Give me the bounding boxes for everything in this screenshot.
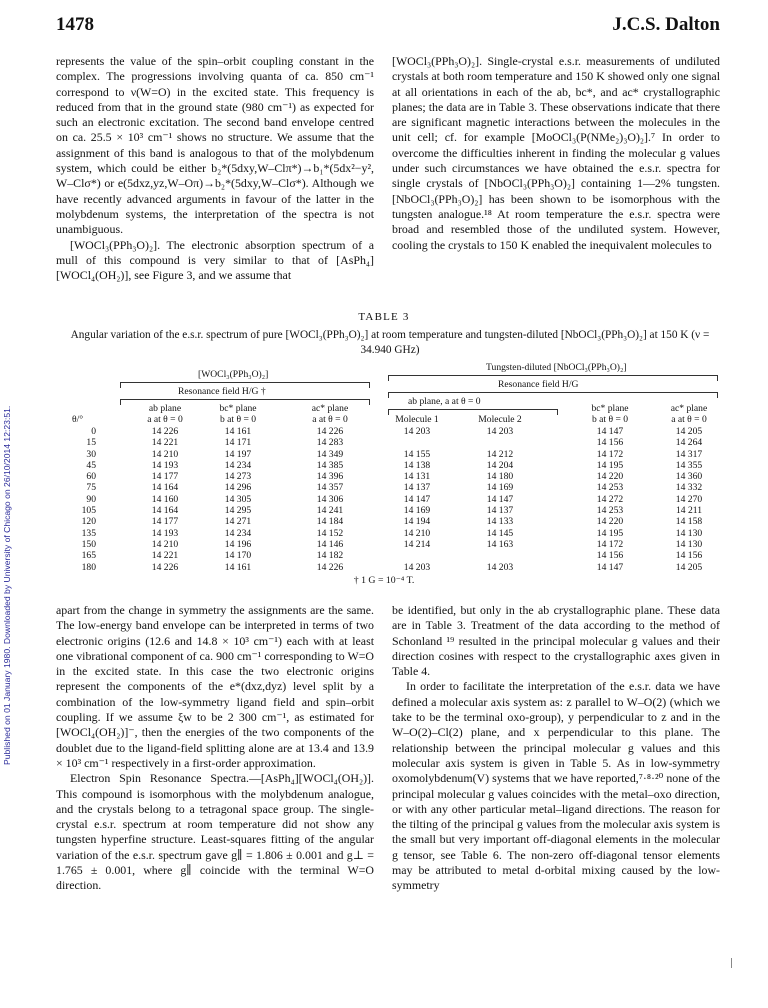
sidebar-download-note: Published on 01 January 1980. Downloaded by University of Chicago on 26/10/2014 12:23:51. xyxy=(2,405,12,765)
paragraph: be identified, but only in the ab crystallographic plane. These data are in Table 3. Treatment of the data according to the method of Schonland ¹⁹ resulted in the principal molecular g values and their direction cosines with respect to the crystallographic axes given in Table 4. xyxy=(392,603,720,679)
margin-mark xyxy=(731,958,732,968)
paragraph: represents the value of the spin–orbit coupling constant in the complex. The progressions involving quanta of ca. 850 cm⁻¹ correspond to ν(W=O) in the excited state. This frequency is reduced from that in the ground state (980 cm⁻¹) as expected for such an electronic excitation. The second band envelope centred on ca. 25.5 × 10³ cm⁻¹ shows no structure. We assume that the assignment of this band is analogous to that of the molybdenum system, which could be either b₂*(5dxy,W–Clπ*)→b₁*(5dx²−y², W–Clσ*) or e(5dxz,yz,W–Oπ)→b₂*(5dxy,W–Clσ*). Although we have recently advanced arguments in favour of the latter in the molybdenum systems, the interpretation of the spectra is not unambiguous. xyxy=(56,54,374,237)
ab-plane-header: ab plane, a at θ = 0 xyxy=(408,396,481,407)
column-header: ac* plane xyxy=(670,403,708,414)
table-column-values: 14 203 14 155 14 138 14 131 14 137 14 147 14 169 14 194 14 210 14 214 14 203 xyxy=(403,426,431,573)
table-footnote: † 1 G = 10⁻⁴ T. xyxy=(353,575,415,586)
paragraph: [WOCl₃(PPh₃O)₂]. The electronic absorption spectrum of a mull of this compound is very similar to that of [AsPh₄][WOCl₄(OH₂)], see Figure 3, and we assume that xyxy=(56,237,374,283)
column-subheader: b at θ = 0 xyxy=(591,414,629,425)
table-column-values: 14 147 14 156 14 172 14 195 14 220 14 253 14 272 14 253 14 220 14 195 14 172 14 156 14 147 xyxy=(596,426,624,573)
table-caption: Angular variation of the e.s.r. spectrum of pure [WOCl₃(PPh₃O)₂] at room temperature and tungsten-diluted [NbOCl₃(PPh₃O)₂] at 150 K (ν = 34.940 GHz) xyxy=(70,329,710,356)
column-subheader: a at θ = 0 xyxy=(147,414,183,425)
top-left-column xyxy=(56,54,374,283)
table-column-values: 14 203 14 212 14 204 14 180 14 169 14 147 14 137 14 133 14 145 14 163 14 203 xyxy=(486,426,514,573)
table-title: TABLE 3 xyxy=(358,311,410,323)
bottom-right-column xyxy=(392,603,720,894)
theta-header: θ/° xyxy=(72,414,84,425)
column-subheader: a at θ = 0 xyxy=(671,414,707,425)
page-number: 1478 xyxy=(56,14,94,35)
column-header: ab plane xyxy=(148,403,182,414)
column-header: ac* plane xyxy=(311,403,349,414)
paragraph: [WOCl₃(PPh₃O)₂]. Single-crystal e.s.r. measurements of undiluted crystals at both room temperature and 150 K showed only one signal at all orientations in each of the ab, bc*, and ac* crystallographic planes; the data are in Table 3. These observations indicate that there are significant magnetic interactions between the molecules in the unit cell; cf. for example [MoOCl₃(P(NMe₂)₃O)₂].⁷ In order to overcome the difficulties inherent in finding the molecular g values under such circumstances we have obtained the e.s.r. spectra for single crystals of [NbOCl₃(PPh₃O)₂] containing 1—2% tungsten. [NbOCl₃(PPh₃O)₂] has been shown to be isomorphous with the tungsten analogue.¹⁸ At room temperature the e.s.r. spectra were broad and resembled those of the undiluted system. However, cooling the crystals to 150 K enabled the inequivalent molecules to xyxy=(392,54,720,252)
paragraph: apart from the change in symmetry the assignments are the same. The low-energy band envelope can be interpreted in terms of two electronic origins (12.6 and 14.8 × 10³ cm⁻¹) each with at least one vibrational component of ca. 900 cm⁻¹ corresponding to W=O in the excited state. In this case the two electronic origins represent the components of the e*(dxz,dyz) level split by a combination of the low-symmetry ligand field and spin–orbit coupling. If we assume ξw to be 2 300 cm⁻¹, as estimated for [WOCl₄(OH₂)]⁻, then the energies of the two components of the doublet due to the ligand-field splitting alone are at 13.4 and 13.9 × 10³ cm⁻¹ respectively in a first-order approximation. xyxy=(56,603,374,770)
journal-name: J.C.S. Dalton xyxy=(612,14,720,35)
table-column-values: 14 205 14 264 14 317 14 355 14 360 14 332 14 270 14 211 14 158 14 130 14 130 14 156 14 205 xyxy=(675,426,703,573)
column-header: bc* plane xyxy=(591,403,629,414)
column-header: Molecule 1 xyxy=(395,414,439,425)
group-header-diluted: Tungsten-diluted [NbOCl₃(PPh₃O)₂] xyxy=(486,362,627,373)
paragraph: In order to facilitate the interpretation of the e.s.r. data we have defined a molecular axis system as: z parallel to W–O(2) (which we take to be the terminal oxo-group), y perpendicular to z and in the W–O(2)–Cl(2) plane, and x perpendicular to this plane. The relationship between the principal molecular g values and this molecular axis system is given in Table 5. As in low-symmetry oxomolybdenum(V) systems that we have reported,⁷·⁸·²⁰ none of the principal molecular g values coincides with the metal–oxo direction, or with any other particular metal–ligand directions. The reason for the tilting of the principal g values from the molecular axis system is the small but very important off-diagonal elements in the molecular g tensor, see Table 6. The non-zero off-diagonal tensor elements may be attributed to metal d-orbital mixing caused by the low-symmetry xyxy=(392,679,720,893)
group-field-diluted: Resonance field H/G xyxy=(498,379,579,390)
top-right-column xyxy=(392,54,720,253)
column-subheader: a at θ = 0 xyxy=(312,414,348,425)
theta-column: 0 15 30 45 60 75 90 105 120 135 150 165 180 xyxy=(81,426,96,573)
group-field-pure: Resonance field H/G † xyxy=(178,386,266,397)
paragraph: Electron Spin Resonance Spectra.—[AsPh₄][WOCl₄(OH₂)]. This compound is isomorphous with the molybdenum analogue, and the crystals belong to a tetragonal space group. The single-crystal e.s.r. spectrum at room temperature did not show any tungsten hyperfine structure. Least-squares fitting of the angular variation of the e.s.r. spectrum gave g∥ = 1.806 ± 0.001 and g⊥ = 1.765 ± 0.001, where g∥ coincide with the terminal W=O direction. xyxy=(56,771,374,893)
table-column-values: 14 161 14 171 14 197 14 234 14 273 14 296 14 305 14 295 14 271 14 234 14 196 14 170 14 161 xyxy=(224,426,252,573)
bottom-left-column xyxy=(56,603,374,894)
table-column-values: 14 226 14 283 14 349 14 385 14 396 14 357 14 306 14 241 14 184 14 152 14 146 14 182 14 226 xyxy=(316,426,344,573)
table-column-values: 14 226 14 221 14 210 14 193 14 177 14 164 14 160 14 164 14 177 14 193 14 210 14 221 14 226 xyxy=(151,426,179,573)
column-subheader: b at θ = 0 xyxy=(219,414,257,425)
column-header: bc* plane xyxy=(219,403,257,414)
group-header-pure: [WOCl₃(PPh₃O)₂] xyxy=(198,369,269,380)
column-header: Molecule 2 xyxy=(478,414,522,425)
